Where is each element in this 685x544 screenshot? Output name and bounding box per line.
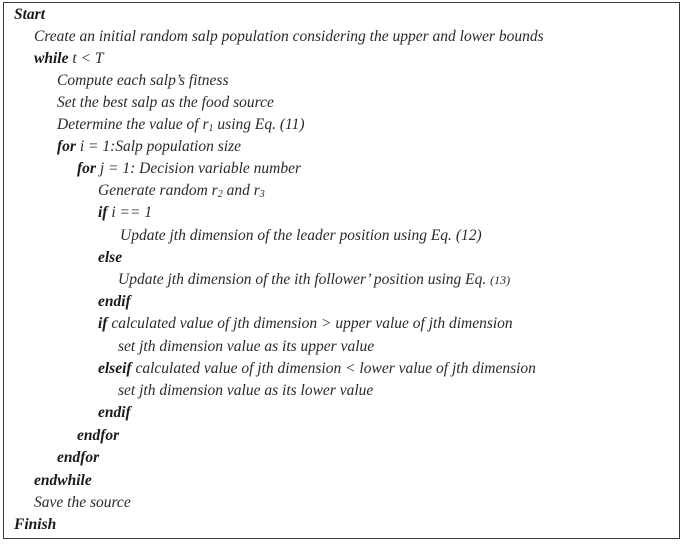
follower-update-text: Update jth dimension of the ith follower’ position using Eq. — [118, 271, 491, 288]
for-i-condition: i = 1:Salp population size — [75, 138, 241, 155]
start-keyword: Start — [14, 6, 46, 23]
r2-subscript: 2 — [217, 189, 223, 200]
generate-step — [98, 182, 265, 200]
follower-update-step — [118, 271, 510, 289]
elseif-condition: calculated value of jth dimension < lower value of jth dimension — [131, 360, 536, 377]
r1-variable: r — [202, 116, 209, 133]
for-j-line — [77, 160, 301, 178]
r1-subscript: 1 — [208, 123, 214, 134]
set-upper-step: set jth dimension value as its upper value — [118, 338, 375, 355]
if-upper-line — [98, 315, 513, 333]
for-j-keyword: for — [77, 160, 96, 177]
r3-subscript: 3 — [259, 189, 265, 200]
r1-using: using Eq. — [213, 116, 280, 133]
endfor-j-keyword: endfor — [77, 427, 120, 444]
endwhile-keyword: endwhile — [34, 472, 92, 489]
init-step: Create an initial random salp population considering the upper and lower bounds — [34, 28, 544, 45]
save-step: Save the source — [34, 494, 131, 511]
generate-text: Generate random — [98, 182, 212, 199]
leader-equation-ref: (12) — [455, 227, 482, 244]
leader-update-text: Update jth dimension of the leader position using Eq. — [120, 227, 456, 244]
else-keyword: else — [98, 249, 123, 266]
endif-keyword-2: endif — [98, 404, 131, 421]
fitness-step: Compute each salp’s fitness — [57, 72, 229, 89]
r2-variable: r — [211, 182, 218, 199]
elseif-keyword: elseif — [98, 360, 132, 377]
if-upper-keyword: if — [98, 315, 108, 332]
while-keyword: while — [34, 50, 69, 67]
follower-equation-ref: (13) — [490, 273, 511, 287]
r3-variable: r — [253, 182, 260, 199]
endif-keyword: endif — [98, 293, 131, 310]
r1-text: Determine the value of — [57, 116, 203, 133]
generate-and: and — [222, 182, 254, 199]
if-leader-line — [98, 204, 152, 222]
if-keyword: if — [98, 204, 108, 221]
for-i-line — [57, 138, 241, 156]
for-j-condition: j = 1: Decision variable number — [95, 160, 301, 177]
leader-update-step — [120, 227, 482, 245]
while-line — [34, 50, 103, 68]
for-i-keyword: for — [57, 138, 76, 155]
finish-keyword: Finish — [14, 516, 57, 533]
if-upper-condition: calculated value of jth dimension > upper value of jth dimension — [107, 315, 513, 332]
best-salp-step: Set the best salp as the food source — [57, 94, 274, 111]
while-condition: t < T — [68, 50, 104, 67]
r1-equation-ref: (11) — [279, 116, 305, 133]
elseif-lower-line — [98, 360, 536, 378]
set-lower-step: set jth dimension value as its lower value — [118, 382, 374, 399]
if-condition: i == 1 — [107, 204, 153, 221]
endfor-i-keyword: endfor — [57, 449, 100, 466]
r1-step — [57, 116, 305, 134]
